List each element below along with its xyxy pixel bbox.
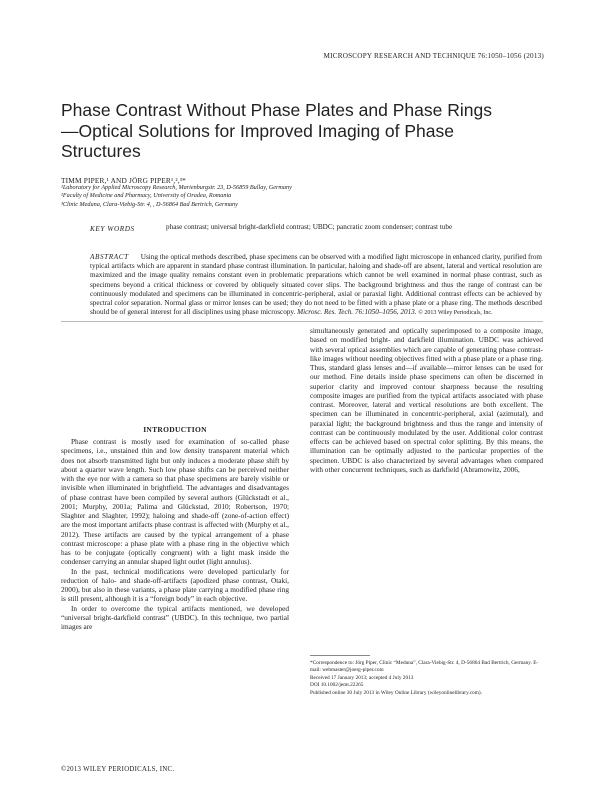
footnote-doi: DOI 10.1002/jemt.22265	[310, 682, 364, 689]
footnotes	[310, 660, 543, 697]
page-footer: ©2013 WILEY PERIODICALS, INC.	[61, 766, 175, 773]
abstract-copyright: © 2013 Wiley Periodicals, Inc.	[418, 310, 493, 317]
footnote-divider	[310, 655, 370, 656]
keywords-label: KEY WORDS	[90, 225, 135, 233]
intro-column2-text: simultaneously generated and optically superimposed to a composite image, based on modified bright- and darkfield illumination. UBDC was achieved with several optical assemblies which are capable of generating phase contrast-like images without needing objectives fitted with a phase plate or a phase ring. Thus, standard glass lenses and—if available—mirror lenses can be used for our method. Fine details inside phase specimens can often be discerned in superior clarity and improved contour sharpness because the resulting composite images are purified from the typical artifacts associated with phase contrast. Moreover, lateral and vertical resolutions are both excellent. The specimen can be illuminated in concentric-peripheral, axial (azimutal), and paraxial light; the background brightness and thus the range and intensity of contrast can be continuously modulated by the user. Additional color contrast effects can be achieved based on spectral color splitting. By this means, the illumination can be optimally adjusted to the particular properties of the specimen. UBDC is also characterized by several advantages when compared with other concurrent techniques, such as darkfield (Abramowitz, 2006,	[310, 326, 543, 474]
column-left	[61, 437, 289, 631]
affiliation-3: ³Clinic Meduna, Clara-Viebig-Str. 4, , D-56864 Bad Bertrich, Germany	[61, 200, 238, 208]
abstract-label: ABSTRACT	[90, 253, 129, 261]
journal-header: MICROSCOPY RESEARCH AND TECHNIQUE 76:1050–1056 (2013)	[323, 52, 544, 60]
affiliation-2: ²Faculty of Medicine and Pharmacy, University of Oradea, Romania	[61, 192, 232, 200]
footnote-received: Received 17 January 2013; accepted 4 July 2013	[310, 674, 414, 681]
abstract-text: Using the optical methods described, phase specimens can be observed with a modified light microscope in enhanced clarity, purified from typical artifacts which are apparent in standard phase contrast illumination. In particular, haloing and shade-off are absent, lateral and vertical resolution are maximized and the image quality remains constant even in problematic preparations which cannot be well examined in normal phase contrast, such as specimens beyond a critical thickness or covered by obliquely situated cover slips. The background brightness and thus the range of contrast can be continuously modulated and specimens can be illuminated in concentric-peripheral, axial or paraxial light. Additional contrast effects can be achieved by spectral color separation. Normal glass or mirror lenses can be used; they do not need to be fitted with a phase plate or a phase ring. The methods described should be of general interest for all disciplines using phase microscopy.	[90, 253, 542, 317]
abstract-citation: Microsc. Res. Tech. 76:1050–1056, 2013.	[297, 308, 417, 317]
affiliation-1: ¹Laboratory for Applied Microscopy Research, Marienburgstr. 23, D-56859 Bullay, Germany	[61, 184, 292, 191]
section-divider	[61, 321, 543, 322]
abstract-block	[90, 253, 542, 318]
intro-paragraph-3: In order to overcome the typical artifacts mentioned, we developed “universal bright-darkfield contrast” (UBDC). In this technique, two partial images are	[61, 603, 289, 631]
article-title: Phase Contrast Without Phase Plates and Phase Rings—Optical Solutions for Improved Imaging of Phase Structures	[61, 100, 492, 161]
intro-paragraph-2: In the past, technical modifications were developed particularly for reduction of halo- and shade-off-artifacts (apodized phase contrast, Otaki, 2000), but also in these variants, a phase plate carrying a modified phase ring is still present, although it is a “foreign body” in each objective.	[61, 566, 289, 604]
keywords-text: phase contrast; universal bright-darkfield contrast; UBDC; pancratic zoom condenser; contrast tube	[166, 223, 453, 231]
introduction-heading: INTRODUCTION	[143, 425, 207, 434]
footnote-correspondence: *Correspondence to: Jörg Piper, Clinic “Meduna”, Clara-Viebig-Str. 4, D-56864 Bad Bertrich, Germany. E-mail: webmaster@joerg-piper.com	[310, 660, 539, 674]
footnote-published: Published online 30 July 2013 in Wiley Online Library (wileyonlinelibrary.com).	[310, 689, 482, 696]
affiliations	[61, 184, 292, 209]
column-right	[310, 326, 543, 474]
intro-paragraph-1: Phase contrast is mostly used for examination of so-called phase specimens, i.e., unstained thin and low density transparent material which does not absorb transmitted light but only induces a moderate phase shift by about a quarter wave length. Such low phase shifts can be perceived neither with the eye nor with a camera so that phase specimens are barely visible or invisible when illuminated in brightfield. The advantages and disadvantages of phase contrast have been compiled by several authors (Glückstadt et al., 2001; Murphy, 2001a; Palima and Glückstad, 2010; Robertson, 1970; Slaghter and Slaghter, 1992); haloing and shade-off (zone-of-action effect) are the most important artifacts phase contrast is affected with (Murphy et al., 2012). These artifacts are caused by the typical arrangement of a phase contrast microscope: a phase plate with a phase ring in the objective which has to be conjugate (optically congruent) with a light mask inside the condenser carrying an annular shaped light outlet (light annulus).	[61, 437, 289, 567]
author-line: TIMM PIPER,¹ AND JÖRG PIPER¹,²,³*	[61, 176, 187, 185]
